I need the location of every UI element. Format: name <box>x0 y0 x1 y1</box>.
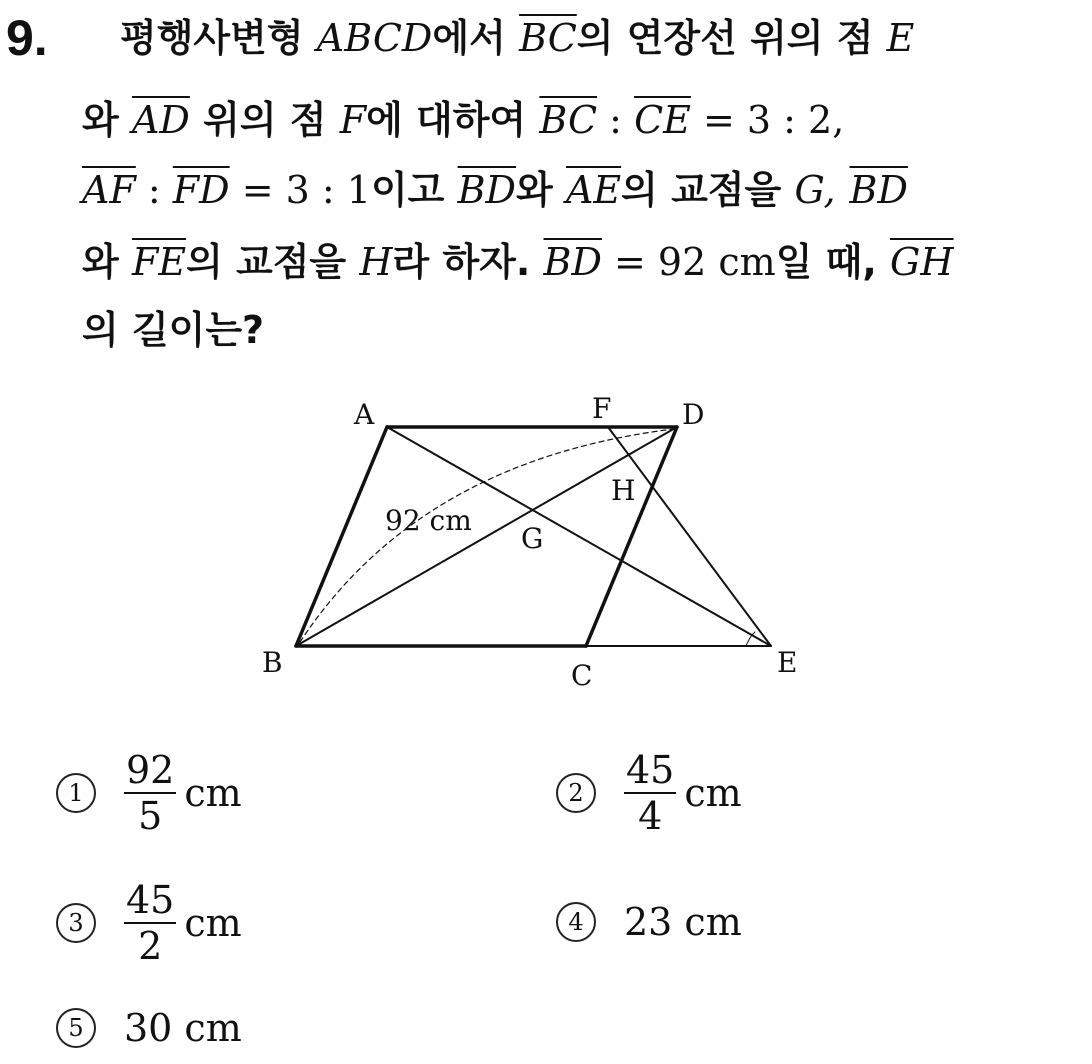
math: = 3 : 2, <box>690 98 845 142</box>
segment-bd-line <box>296 427 677 646</box>
segment-bd: $\overline{BD}$ <box>457 168 516 212</box>
math: : <box>135 168 173 212</box>
segment-fe: $\overline{FE}$ <box>131 240 187 284</box>
math: = 92 cm <box>601 240 776 284</box>
label-e: E <box>777 646 798 679</box>
segment-bd: $\overline{BD}$ <box>849 168 908 212</box>
unit: cm <box>684 771 742 815</box>
fraction <box>624 748 676 838</box>
denominator: 2 <box>138 924 163 968</box>
text: 와 <box>82 240 132 284</box>
text: 일 때, <box>775 240 890 284</box>
numerator: 45 <box>626 748 675 792</box>
text: 라 하자. <box>392 240 544 284</box>
text: 의 교점을 <box>186 240 360 284</box>
choice-number: 2 <box>556 773 596 813</box>
text: 의 길이는? <box>82 308 265 352</box>
math: E <box>886 16 915 60</box>
segment-bd: $\overline{BD}$ <box>543 240 602 284</box>
numerator: 92 <box>126 748 175 792</box>
text: 와 <box>516 168 566 212</box>
question-number: 9. <box>6 10 48 66</box>
math: H <box>359 240 393 284</box>
choice-number: 1 <box>56 773 96 813</box>
segment-ab-line <box>296 427 387 646</box>
text: 위의 점 <box>189 98 340 142</box>
choice-number: 3 <box>56 903 96 943</box>
math: F <box>339 98 367 142</box>
segment-ce: $\overline{CE}$ <box>634 98 691 142</box>
segment-fd: $\overline{FD}$ <box>172 168 230 212</box>
choice-text: 23 cm <box>624 900 742 944</box>
choice-5[interactable] <box>56 1006 242 1050</box>
segment-gh: $\overline{GH}$ <box>890 240 954 284</box>
text: 이고 <box>370 168 458 212</box>
choice-3[interactable] <box>56 878 242 968</box>
choice-number: 5 <box>56 1008 96 1048</box>
label-c: C <box>571 659 593 692</box>
text: 와 <box>82 98 132 142</box>
text: 의 연장선 위의 점 <box>576 16 887 60</box>
choice-text: 30 cm <box>124 1006 242 1050</box>
segment-af: $\overline{AF}$ <box>82 168 136 212</box>
denominator: 5 <box>138 794 163 838</box>
length-label: 92 cm <box>385 504 472 537</box>
segment-bc: $\overline{BC}$ <box>519 16 577 60</box>
label-h: H <box>611 474 636 507</box>
unit: cm <box>184 771 242 815</box>
math: : <box>597 98 635 142</box>
segment-bc: $\overline{BC}$ <box>539 98 598 142</box>
fraction <box>124 748 176 838</box>
text: 에서 <box>432 16 520 60</box>
label-g: G <box>521 522 544 555</box>
choice-1[interactable] <box>56 748 242 838</box>
unit: cm <box>184 901 242 945</box>
numerator: 45 <box>126 878 175 922</box>
label-d: D <box>682 398 705 431</box>
text: 에 대하여 <box>366 98 540 142</box>
label-f: F <box>592 392 612 425</box>
segment-ad: $\overline{AD}$ <box>131 98 190 142</box>
choice-number: 4 <box>556 902 596 942</box>
denominator: 4 <box>638 794 663 838</box>
text: 평행사변형 <box>120 16 317 60</box>
choice-4[interactable] <box>556 900 742 944</box>
segment-ae: $\overline{AE}$ <box>565 168 622 212</box>
label-a: A <box>354 398 375 431</box>
text: 의 교점을 <box>621 168 795 212</box>
math: G, <box>794 168 836 212</box>
fraction <box>124 878 176 968</box>
math: ABCD <box>316 16 433 60</box>
label-b: B <box>262 646 283 679</box>
choice-2[interactable] <box>556 748 742 838</box>
math: = 3 : 1 <box>229 168 371 212</box>
